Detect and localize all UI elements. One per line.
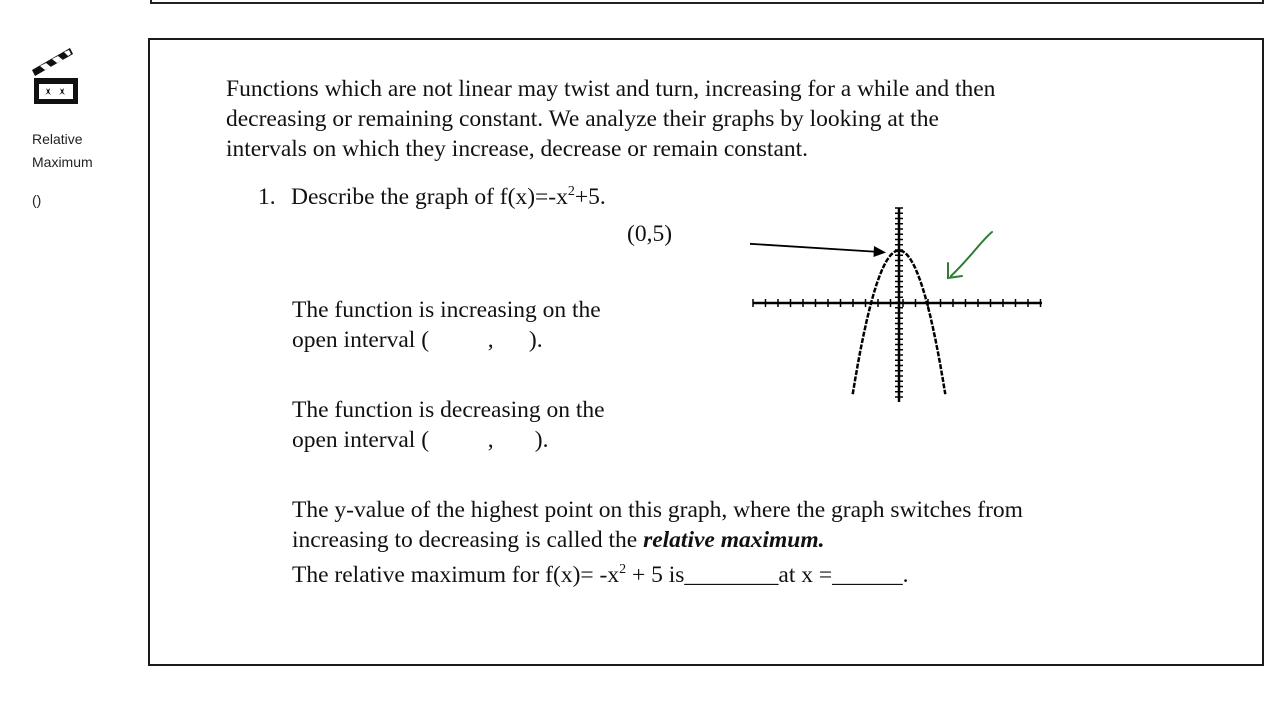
decreasing-line2: open interval ( , ). [292,427,549,453]
sidebar-title [32,128,132,174]
question-number: 1. [258,184,276,210]
maximum-line1: The y-value of the highest point on this graph, where the graph switches from [292,497,1023,523]
intro-paragraph [226,74,1106,164]
increasing-statement [292,295,601,355]
graph-axes [753,208,1042,402]
vertex-arrow [750,240,880,252]
maximum-line3-suffix: + 5 is________at x =______. [626,561,909,588]
intro-line1: Functions which are not linear may twist and turn, increasing for a while and then [226,76,996,102]
maximum-line3-prefix: The relative maximum for f(x)= -x [292,561,620,588]
sidebar-title-line2: Maximum [32,154,93,170]
question-suffix: +5. [574,184,606,210]
increasing-line1: The function is increasing on the [292,297,601,323]
maximum-line3-exponent: 2 [619,562,627,577]
maximum-statement [292,495,1152,590]
top-panel-edge [150,0,1264,4]
sidebar [0,0,140,720]
question-text [291,184,606,211]
relative-maximum-term: relative maximum [643,527,819,553]
parabola-graph [750,200,1050,410]
question-prefix: Describe the graph of f(x)=-x [291,184,568,210]
vertex-label: (0,5) [627,221,673,247]
maximum-line3 [292,555,1152,590]
decreasing-statement [292,395,605,455]
maximum-line2-suffix: . [818,527,825,553]
maximum-line2 [292,525,1152,555]
sidebar-paren: () [32,192,42,208]
intro-line3: intervals on which they increase, decrease or remain constant. [226,136,809,162]
sidebar-title-line1: Relative [32,131,83,147]
increasing-line2: open interval ( , ). [292,327,543,353]
intro-line2: decreasing or remaining constant. We analyze their graphs by looking at the [226,106,939,132]
question-exponent: 2 [567,184,575,200]
vertex-arrowhead [874,246,887,257]
maximum-line2-prefix: increasing to decreasing is called the [292,527,644,553]
checkmark-annotation [948,232,992,278]
clapperboard-icon [30,44,82,110]
slide-panel [148,38,1264,666]
decreasing-line1: The function is decreasing on the [292,397,605,423]
